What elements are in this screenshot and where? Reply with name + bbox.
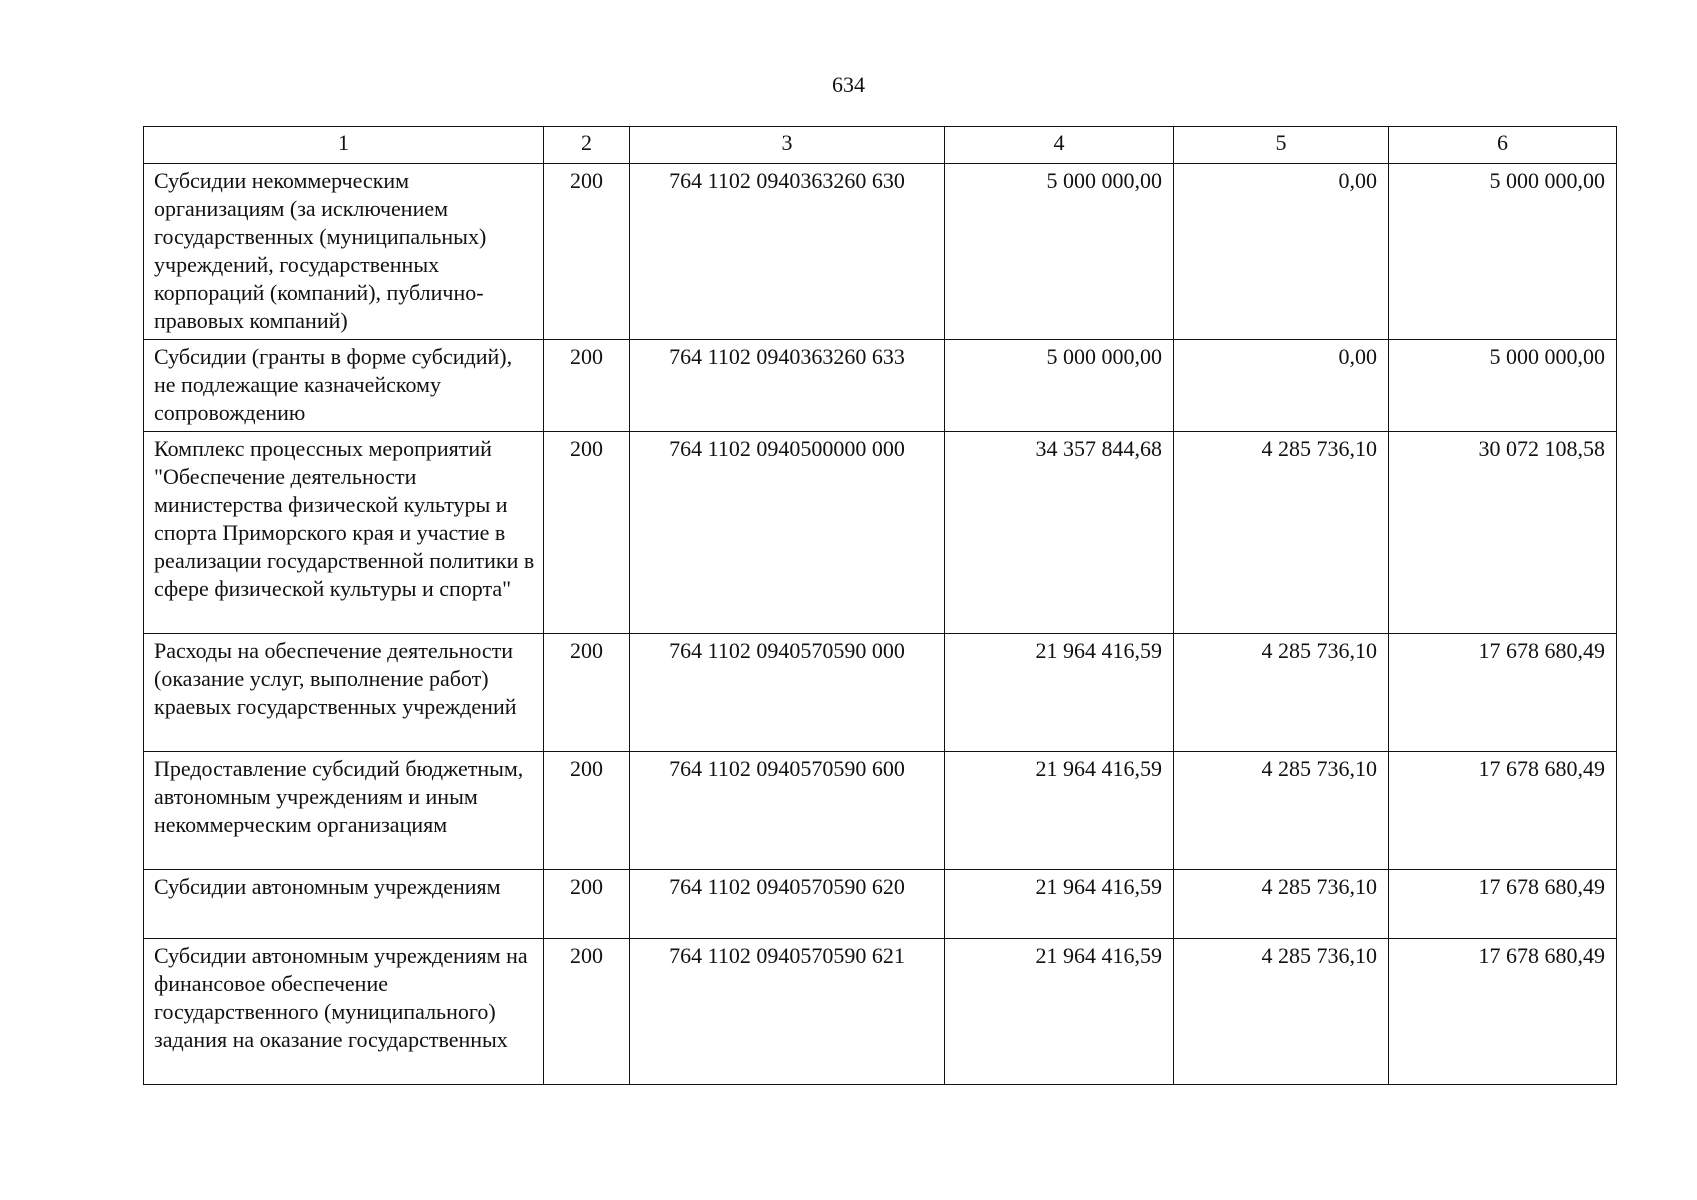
row-name-cell: Субсидии автономным учреждениям [144, 870, 544, 939]
header-col-1: 1 [144, 127, 544, 164]
budget-table [143, 126, 1617, 1085]
table-row [144, 340, 1617, 432]
row-kbk-cell: 764 1102 0940570590 620 [630, 870, 945, 939]
header-col-3: 3 [630, 127, 945, 164]
row-code-cell: 200 [544, 634, 630, 752]
header-col-4: 4 [945, 127, 1174, 164]
header-col-5: 5 [1174, 127, 1389, 164]
row-remaining-cell: 17 678 680,49 [1389, 870, 1617, 939]
row-code-cell: 200 [544, 870, 630, 939]
row-name-cell: Субсидии (гранты в форме субсидий), не подлежащие казначейскому сопровождению [144, 340, 544, 432]
row-code-cell: 200 [544, 164, 630, 340]
page-number: 634 [832, 72, 865, 97]
row-name-cell: Комплекс процессных мероприятий "Обеспечение деятельности министерства физической культуры и спорта Приморского края и участие в реализации государственной политики в сфере физической культуры и спорта" [144, 432, 544, 634]
row-kbk-cell: 764 1102 0940570590 621 [630, 939, 945, 1085]
header-col-6: 6 [1389, 127, 1617, 164]
row-approved-cell: 21 964 416,59 [945, 634, 1174, 752]
row-executed-cell: 0,00 [1174, 340, 1389, 432]
row-code-cell: 200 [544, 939, 630, 1085]
row-approved-cell: 21 964 416,59 [945, 939, 1174, 1085]
row-approved-cell: 5 000 000,00 [945, 164, 1174, 340]
table-row [144, 634, 1617, 752]
row-name-cell: Субсидии автономным учреждениям на финансовое обеспечение государственного (муниципального) задания на оказание государственных [144, 939, 544, 1085]
row-remaining-cell: 5 000 000,00 [1389, 164, 1617, 340]
row-kbk-cell: 764 1102 0940500000 000 [630, 432, 945, 634]
row-executed-cell: 4 285 736,10 [1174, 870, 1389, 939]
row-kbk-cell: 764 1102 0940570590 000 [630, 634, 945, 752]
row-name-cell: Предоставление субсидий бюджетным, автономным учреждениям и иным некоммерческим организациям [144, 752, 544, 870]
row-kbk-cell: 764 1102 0940363260 630 [630, 164, 945, 340]
row-executed-cell: 4 285 736,10 [1174, 432, 1389, 634]
row-remaining-cell: 17 678 680,49 [1389, 752, 1617, 870]
row-remaining-cell: 30 072 108,58 [1389, 432, 1617, 634]
row-kbk-cell: 764 1102 0940363260 633 [630, 340, 945, 432]
row-code-cell: 200 [544, 752, 630, 870]
row-code-cell: 200 [544, 432, 630, 634]
row-approved-cell: 21 964 416,59 [945, 870, 1174, 939]
table-row [144, 752, 1617, 870]
row-executed-cell: 4 285 736,10 [1174, 752, 1389, 870]
table-row [144, 432, 1617, 634]
row-remaining-cell: 17 678 680,49 [1389, 634, 1617, 752]
row-executed-cell: 4 285 736,10 [1174, 634, 1389, 752]
row-kbk-cell: 764 1102 0940570590 600 [630, 752, 945, 870]
row-remaining-cell: 5 000 000,00 [1389, 340, 1617, 432]
table-row [144, 164, 1617, 340]
header-row [144, 127, 1617, 164]
row-remaining-cell: 17 678 680,49 [1389, 939, 1617, 1085]
row-name-cell: Субсидии некоммерческим организациям (за исключением государственных (муниципальных) учреждений, государственных корпораций (компаний), публично-правовых компаний) [144, 164, 544, 340]
row-approved-cell: 34 357 844,68 [945, 432, 1174, 634]
row-code-cell: 200 [544, 340, 630, 432]
row-approved-cell: 5 000 000,00 [945, 340, 1174, 432]
header-col-2: 2 [544, 127, 630, 164]
row-executed-cell: 0,00 [1174, 164, 1389, 340]
table-row [144, 870, 1617, 939]
row-name-cell: Расходы на обеспечение деятельности (оказание услуг, выполнение работ) краевых государственных учреждений [144, 634, 544, 752]
row-executed-cell: 4 285 736,10 [1174, 939, 1389, 1085]
row-approved-cell: 21 964 416,59 [945, 752, 1174, 870]
table-row [144, 939, 1617, 1085]
